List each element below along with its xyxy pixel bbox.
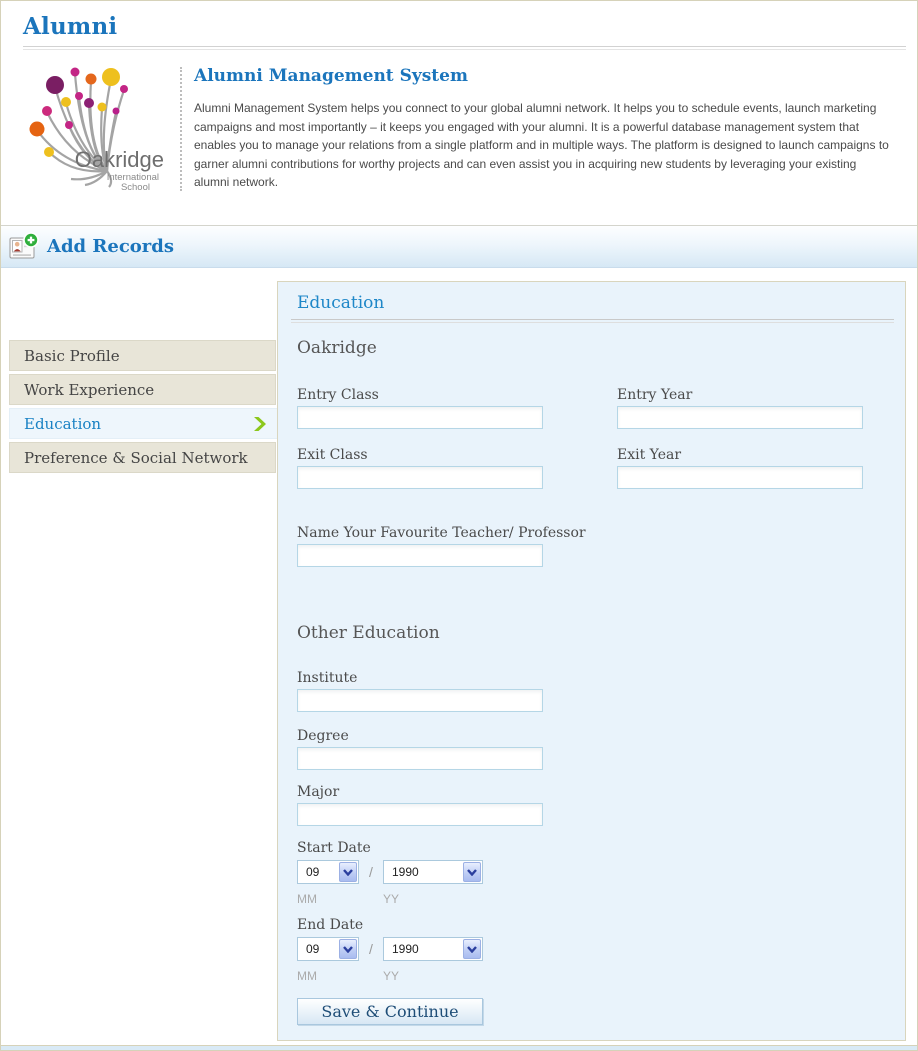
exit-class-field: Exit Class <box>297 447 543 489</box>
page-title: Alumni <box>23 13 118 40</box>
intro-description: Alumni Management System helps you connect to your global alumni network. It helps you to schedule events, launch marketing campaigns and most importantly – it keeps you engaged with your alumni. It is a powerful database management system that enables you to manage your relations from a single platform and in multiple ways. The platform is designed to launch campaigns to garner alumni contributions for worthy projects and can even assist you in acquiring new students by leveraging your existing alumni network. <box>194 101 889 189</box>
chevron-down-icon <box>339 939 357 959</box>
institute-input[interactable] <box>297 689 543 712</box>
chevron-down-icon <box>463 862 481 882</box>
exit-class-input[interactable] <box>297 466 543 489</box>
month-hint: MM <box>297 969 317 983</box>
main-content <box>1 268 917 1045</box>
sidebar-item-preference-social-network[interactable]: Preference & Social Network <box>9 442 276 473</box>
education-panel <box>277 281 906 1041</box>
start-date-month-select[interactable]: 09 <box>297 860 359 884</box>
oakridge-logo-icon <box>19 59 171 199</box>
favourite-teacher-input[interactable] <box>297 544 543 567</box>
exit-year-field: Exit Year <box>617 447 863 489</box>
intro-dotted-divider <box>180 67 182 191</box>
other-education-section-heading: Other Education <box>297 623 440 643</box>
degree-field: Degree <box>297 728 543 770</box>
header-divider <box>23 46 906 50</box>
entry-year-field: Entry Year <box>617 387 863 429</box>
entry-year-input[interactable] <box>617 406 863 429</box>
institute-field: Institute <box>297 670 543 712</box>
intro-body <box>194 66 906 192</box>
add-record-icon <box>9 232 39 262</box>
chevron-right-icon <box>252 416 266 432</box>
entry-class-input[interactable] <box>297 406 543 429</box>
add-records-label: Add Records <box>47 236 174 257</box>
intro-heading: Alumni Management System <box>194 66 468 86</box>
sidebar-item-education[interactable]: Education <box>9 408 279 439</box>
year-hint: YY <box>383 969 400 983</box>
header-section <box>1 1 917 225</box>
sidebar <box>9 340 276 476</box>
footer-strip <box>1 1045 917 1051</box>
exit-year-input[interactable] <box>617 466 863 489</box>
chevron-down-icon <box>339 862 357 882</box>
date-separator: / <box>369 864 373 880</box>
major-field: Major <box>297 784 543 826</box>
svg-text:School: School <box>120 182 150 193</box>
start-date-group: Start Date 09 / 1990 MM YY <box>297 840 483 906</box>
end-date-year-select[interactable]: 1990 <box>383 937 483 961</box>
panel-title-divider <box>291 319 894 323</box>
degree-input[interactable] <box>297 747 543 770</box>
end-date-group: End Date 09 / 1990 MM YY <box>297 917 483 983</box>
chevron-down-icon <box>463 939 481 959</box>
favourite-teacher-field: Name Your Favourite Teacher/ Professor <box>297 525 586 567</box>
panel-title: Education <box>297 293 385 313</box>
year-hint: YY <box>383 892 400 906</box>
entry-class-field: Entry Class <box>297 387 543 429</box>
svg-text:Oakridge: Oakridge <box>74 147 164 172</box>
svg-text:International: International <box>106 172 159 183</box>
oakridge-logo <box>19 59 171 199</box>
sidebar-item-basic-profile[interactable]: Basic Profile <box>9 340 276 371</box>
date-separator: / <box>369 941 373 957</box>
major-input[interactable] <box>297 803 543 826</box>
add-records-bar[interactable] <box>1 225 917 268</box>
end-date-month-select[interactable]: 09 <box>297 937 359 961</box>
start-date-year-select[interactable]: 1990 <box>383 860 483 884</box>
sidebar-item-work-experience[interactable]: Work Experience <box>9 374 276 405</box>
month-hint: MM <box>297 892 317 906</box>
save-continue-button[interactable]: Save & Continue <box>297 998 483 1025</box>
oakridge-section-heading: Oakridge <box>297 338 377 358</box>
